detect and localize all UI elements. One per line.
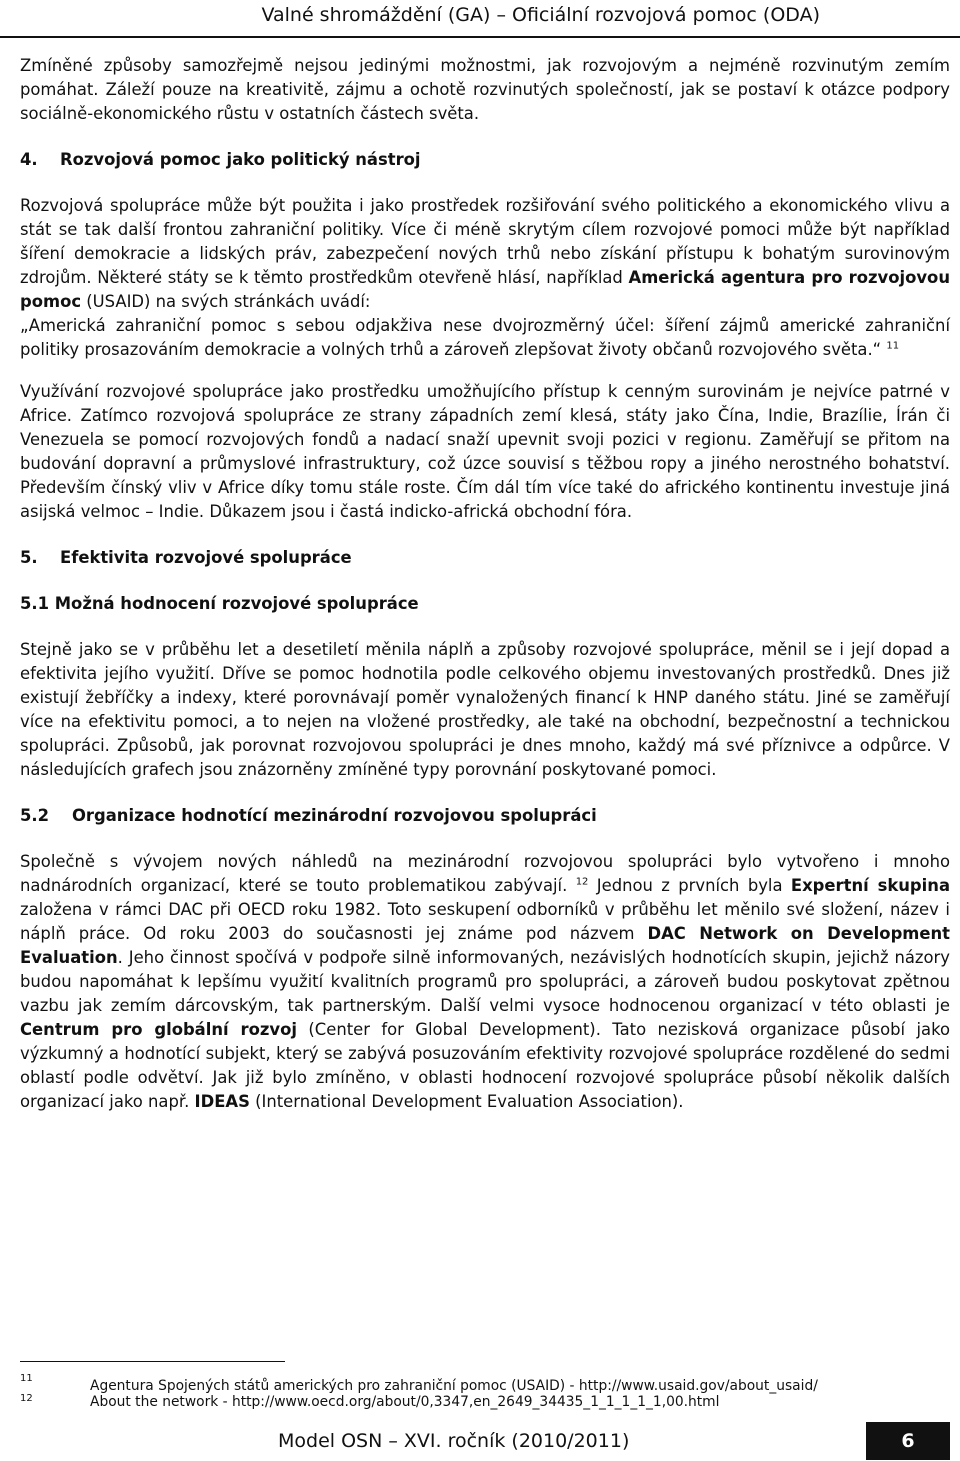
document-body [20, 54, 950, 1114]
usaid-quote [20, 314, 950, 362]
section-5-2-heading [20, 804, 950, 828]
section-number: 5.2 [20, 806, 50, 825]
text-run: Jednou z prvních byla [588, 876, 791, 895]
text-run: (International Development Evaluation Association). [249, 1092, 684, 1111]
section-title: Organizace hodnotící mezinárodní rozvojovou spolupráci [72, 806, 597, 825]
text-run: Společně s vývojem nových náhledů na mezinárodní rozvojovou spolupráci bylo vytvořeno i mnoho nadnárodních organizací, které se touto problematikou zabývají. [20, 852, 950, 895]
quote-text: „Americká zahraniční pomoc s sebou odjakživa nese dvojrozměrný účel: šíření zájmů americké zahraniční politiky prosazováním demokracie a volných trhů a zároveň zlepšovat životy občanů rozvojového světa.“ [20, 316, 950, 359]
usaid-name: Americká agentura pro rozvojovou pomoc [20, 268, 950, 311]
section-5-heading [20, 546, 950, 570]
section-5-1-heading: 5.1 Možná hodnocení rozvojové spolupráce [20, 594, 419, 613]
footnote-ref[interactable]: 11 [886, 340, 900, 352]
text-run: založena v rámci DAC při OECD roku 1982. Toto seskupení odborníků v průběhu let měnilo své složení, název i náplň práce. Od roku 2003 do současnosti jej známe pod názvem [20, 900, 950, 943]
page-footer [0, 1422, 960, 1460]
section-4-paragraph-1 [20, 194, 950, 314]
section-number: 4. [20, 150, 38, 169]
text-run: (USAID) na svých stránkách uvádí: [81, 292, 371, 311]
org-name: DAC Network on Development Evaluation [20, 924, 950, 967]
page-number: 6 [866, 1422, 950, 1460]
header-divider [0, 36, 960, 38]
text-run: Rozvojová spolupráce může být použita i jako prostředek rozšiřování svého politického a ekonomického vlivu a stát se tak další frontou zahraniční politiky. Více či méně skrytým cílem rozvojové pomoci může být například šíření demokracie a lidských práv, zabezpečení nových trhů nebo získání přístupu k bohatým surovinovým zdrojům. Některé státy se k těmto prostředkům otevřeně hlásí, například [20, 196, 950, 287]
section-5-1-paragraph: Stejně jako se v průběhu let a desetiletí měnila náplň a způsoby rozvojové spolupráce, měnil se i její dopad a efektivita jejího využití. Dříve se pomoc hodnotila podle celkového objemu investovaných prostředků. Dnes již existují žebříčky a indexy, které porovnávají poměr vynaložených financí k HNP daného státu. Jiné se zaměřují více na efektivitu pomoci, a to nejen na vložené prostředky, ale také na obchodní, bezpečnostní a technickou spolupráci. Způsobů, jak porovnat rozvojovou spolupráci je dnes mnoho, každý má své příznivce a odpůrce. V následujících grafech jsou znázorněny zmíněné typy porovnání poskytované pomoci. [20, 640, 950, 779]
section-5-2-paragraph [20, 850, 950, 1114]
intro-paragraph: Zmíněné způsoby samozřejmě nejsou jedinými možnostmi, jak rozvojovým a nejméně rozvinutým zemím pomáhat. Záleží pouze na kreativitě, zájmu a ochotě rozvinutých společností, jak se postaví k otázce podpory sociálně-ekonomického růstu v ostatních částech světa. [20, 56, 950, 123]
footnote-ref[interactable]: 12 [575, 876, 589, 888]
section-title: Efektivita rozvojové spolupráce [60, 548, 352, 567]
footnotes [20, 1372, 950, 1412]
page-header [0, 0, 960, 38]
section-number: 5. [20, 548, 38, 567]
footnote-number: 12 [20, 1393, 33, 1404]
footnote [20, 1392, 950, 1412]
text-run: (Center for Global Development). Tato nezisková organizace působí jako výzkumný a hodnotící subjekt, který se zabývá posuzováním efektivity rozvojové spolupráce rozdělené do sedmi oblastí podle odvětví. Jak již bylo zmíněno, v oblasti hodnocení rozvojové spolupráce působí několik dalších organizací jako např. [20, 1020, 951, 1111]
org-name: IDEAS [194, 1092, 250, 1111]
header-title: Valné shromáždění (GA) – Oficiální rozvojová pomoc (ODA) [261, 4, 820, 26]
footer-title: Model OSN – XVI. ročník (2010/2011) [278, 1430, 630, 1452]
footnote-number: 11 [20, 1373, 33, 1384]
org-name: Centrum pro globální rozvoj [20, 1020, 297, 1039]
footnote-text[interactable]: Agentura Spojených států amerických pro zahraniční pomoc (USAID) - http://www.usaid.gov/about_usaid/ [90, 1378, 818, 1394]
footnote-text[interactable]: About the network - http://www.oecd.org/about/0,3347,en_2649_34435_1_1_1_1_1,00.html [90, 1394, 720, 1410]
section-4-heading [20, 148, 950, 172]
text-run: . Jeho činnost spočívá v podpoře silně informovaných, nezávislých hodnotících skupin, jejichž názory budou napomáhat k lepšímu využití kvalitních programů pro spolupráci, a zároveň budou poskytovat zpětnou vazbu jak zemím dárcovským, tak partnerským. Další velmi vysoce hodnocenou organizací v této oblasti je [20, 948, 950, 1015]
section-title: Rozvojová pomoc jako politický nástroj [60, 150, 421, 169]
footnote-divider [20, 1361, 285, 1362]
org-name: Expertní skupina [790, 876, 951, 895]
section-4-paragraph-2: Využívání rozvojové spolupráce jako prostředku umožňujícího přístup k cenným surovinám je nejvíce patrné v Africe. Zatímco rozvojová spolupráce ze strany západních zemí klesá, státy jako Čína, Indie, Brazílie, Írán či Venezuela se pomocí rozvojových fondů a nadací snaží upevnit svoji pozici v regionu. Zaměřují se přitom na budování dopravní a průmyslové infrastruktury, což úzce souvisí s těžbou ropy a jiného nerostného bohatství. Především čínský vliv v Africe díky tomu stále roste. Čím dál tím více také do afrického kontinentu investuje jiná asijská velmoc – Indie. Důkazem jsou i častá indicko-africká obchodní fóra. [20, 382, 950, 521]
